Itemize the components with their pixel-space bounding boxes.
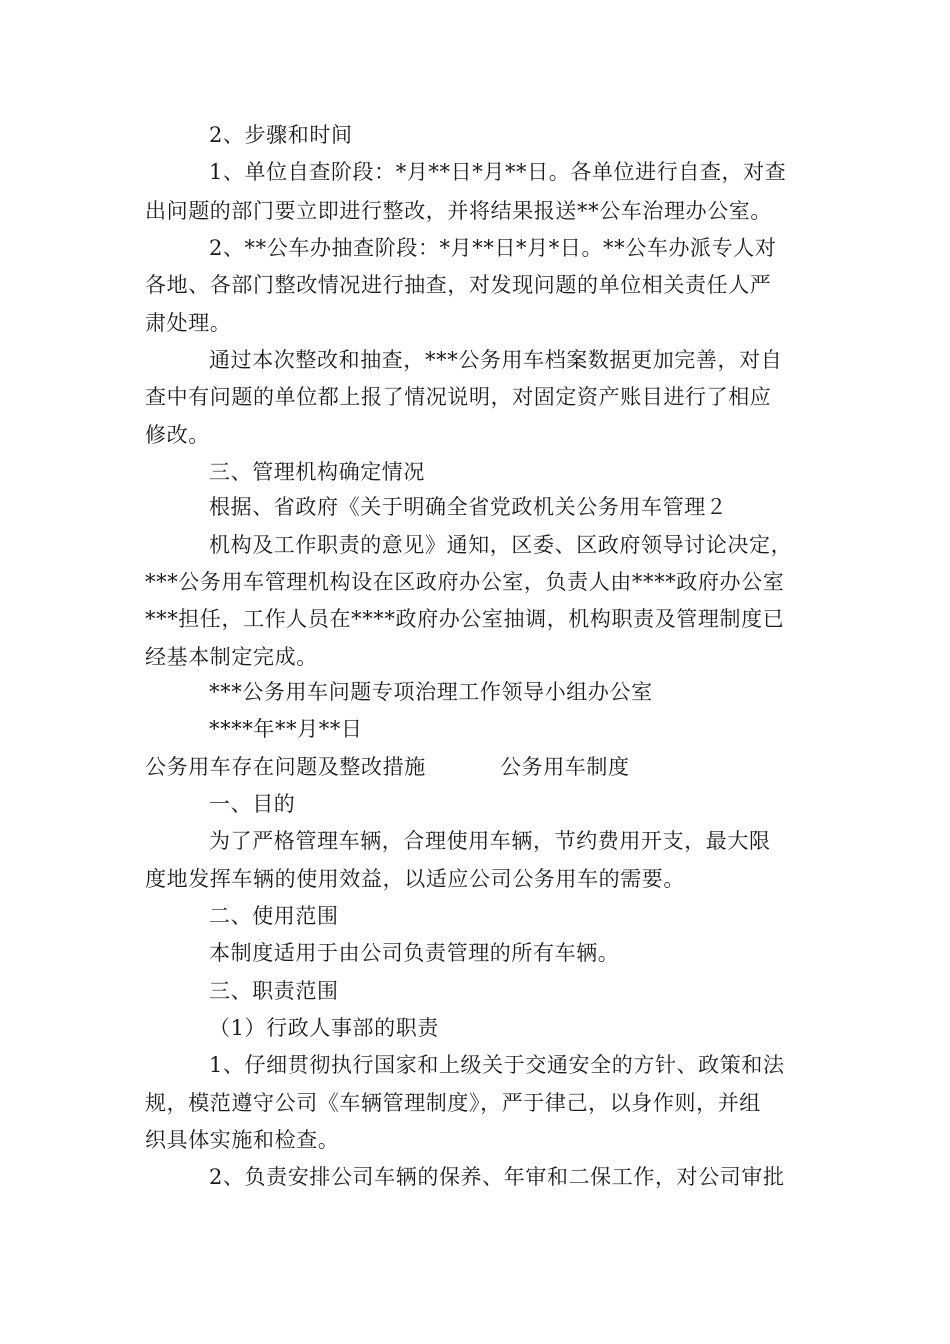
- paragraph-line: 1、单位自查阶段：*月**日*月**日。各单位进行自查，对查: [209, 160, 787, 184]
- subsection-heading: （1）行政人事部的职责: [209, 1016, 439, 1040]
- paragraph-line: 肃处理。: [145, 311, 232, 335]
- section-heading: 二、使用范围: [209, 904, 339, 928]
- section-heading: 三、职责范围: [209, 979, 339, 1003]
- paragraph-line: 出问题的部门要立即进行整改，并将结果报送**公车治理办公室。: [145, 199, 772, 223]
- document-title-left: 公务用车存在问题及整改措施: [145, 755, 426, 779]
- paragraph-line: 度地发挥车辆的使用效益，以适应公司公务用车的需要。: [145, 867, 685, 891]
- paragraph-line: 本制度适用于由公司负责管理的所有车辆。: [209, 941, 620, 965]
- paragraph-line: 修改。: [145, 423, 210, 447]
- paragraph-line: 规，模范遵守公司《车辆管理制度》，严于律己，以身作则，并组: [145, 1091, 761, 1115]
- paragraph-line: 经基本制定完成。: [145, 645, 318, 669]
- paragraph-line: 2、负责安排公司车辆的保养、年审和二保工作，对公司审批: [209, 1165, 785, 1189]
- section-heading: 三、管理机构确定情况: [209, 460, 425, 484]
- paragraph-line: 2、**公车办抽查阶段：*月**日*月*日。**公车办派专人对: [209, 236, 777, 260]
- paragraph-line: 根据、省政府《关于明确全省党政机关公务用车管理２: [209, 495, 728, 519]
- paragraph-line: ***担任，工作人员在****政府办公室抽调，机构职责及管理制度已: [145, 607, 785, 631]
- paragraph-line: 各地、各部门整改情况进行抽查，对发现问题的单位相关责任人严: [145, 273, 772, 297]
- paragraph-line: 通过本次整改和抽查，***公务用车档案数据更加完善，对自: [209, 348, 783, 372]
- paragraph-line: 织具体实施和检查。: [145, 1128, 340, 1152]
- signature-date: ****年**月**日: [209, 717, 363, 741]
- signature-org: ***公务用车问题专项治理工作领导小组办公室: [209, 680, 653, 704]
- paragraph-line: ***公务用车管理机构设在区政府办公室，负责人由****政府办公室: [145, 570, 785, 594]
- paragraph-line: 1、仔细贯彻执行国家和上级关于交通安全的方针、政策和法: [209, 1053, 785, 1077]
- section-heading: 2、步骤和时间: [209, 123, 353, 147]
- section-heading: 一、目的: [209, 792, 296, 816]
- document-title-right: 公务用车制度: [500, 755, 630, 779]
- paragraph-line: 机构及工作职责的意见》通知，区委、区政府领导讨论决定，: [209, 533, 793, 557]
- paragraph-line: 为了严格管理车辆，合理使用车辆，节约费用开支，最大限: [209, 829, 771, 853]
- paragraph-line: 查中有问题的单位都上报了情况说明，对固定资产账目进行了相应: [145, 385, 772, 409]
